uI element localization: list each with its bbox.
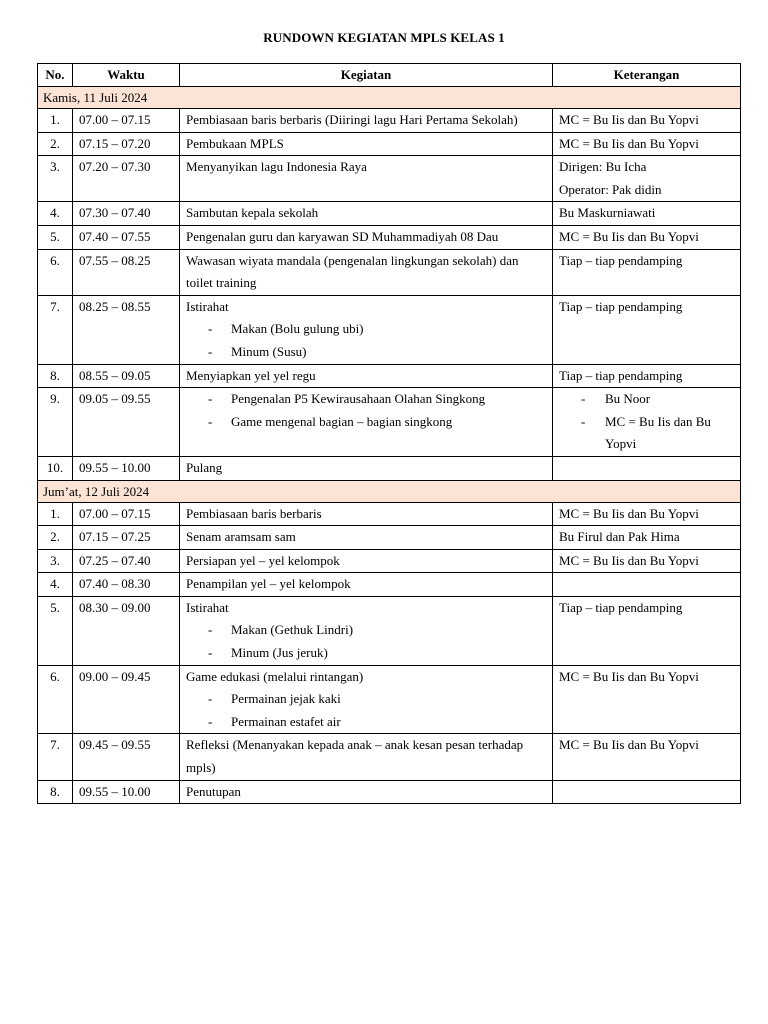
cell-waktu: 08.25 – 08.55 [73, 295, 180, 364]
table-row [38, 573, 741, 597]
table-row [38, 526, 741, 550]
cell-kegiatan [180, 665, 553, 734]
cell-keterangan [553, 596, 741, 665]
list-item [186, 318, 546, 341]
table-header [38, 64, 741, 87]
dash-bullet: - [208, 413, 213, 429]
cell-waktu: 09.05 – 09.55 [73, 388, 180, 457]
cell-waktu: 09.55 – 10.00 [73, 780, 180, 804]
kegiatan-text: Sambutan kepala sekolah [186, 205, 319, 221]
cell-waktu: 09.00 – 09.45 [73, 665, 180, 734]
list-item-text: Minum (Susu) [231, 343, 307, 359]
cell-kegiatan [180, 596, 553, 665]
cell-keterangan [553, 132, 741, 156]
cell-kegiatan [180, 249, 553, 295]
list-item [186, 688, 546, 711]
keterangan-text: Bu Firul dan Pak Hima [559, 529, 680, 545]
list-item [186, 642, 546, 665]
kegiatan-text: Persiapan yel – yel kelompok [186, 552, 340, 568]
table-row [38, 780, 741, 804]
list-item-text: Pengenalan P5 Kewirausahaan Olahan Singkong [231, 391, 486, 407]
cell-no: 10. [38, 456, 73, 480]
cell-kegiatan [180, 156, 553, 202]
keterangan-text: MC = Bu Iis dan Bu Yopvi [559, 552, 699, 568]
table-row [38, 665, 741, 734]
cell-keterangan [553, 549, 741, 573]
cell-no: 3. [38, 549, 73, 573]
cell-keterangan [553, 388, 741, 457]
cell-kegiatan [180, 202, 553, 226]
cell-no: 8. [38, 364, 73, 388]
cell-waktu: 08.30 – 09.00 [73, 596, 180, 665]
table-row [38, 295, 741, 364]
table-row [38, 549, 741, 573]
list-item-text: Game mengenal bagian – bagian singkong [231, 413, 453, 429]
list-item [186, 388, 546, 411]
header-kegiatan: Kegiatan [180, 64, 553, 87]
cell-no: 8. [38, 780, 73, 804]
keterangan-line: Operator: Pak didin [559, 181, 662, 197]
list-item-text: Bu Noor [605, 391, 651, 407]
dash-list [186, 388, 546, 433]
list-item-text: Minum (Jus jeruk) [231, 645, 328, 661]
kegiatan-text: Game edukasi (melalui rintangan) [186, 668, 364, 684]
kegiatan-text: Wawasan wiyata mandala (pengenalan lingkungan sekolah) dan toilet training [186, 252, 519, 291]
cell-waktu: 07.00 – 07.15 [73, 109, 180, 133]
cell-no: 1. [38, 109, 73, 133]
list-item [559, 388, 734, 411]
table-row [38, 156, 741, 202]
dash-bullet: - [208, 321, 213, 337]
cell-keterangan [553, 225, 741, 249]
cell-keterangan [553, 573, 741, 597]
kegiatan-text: Refleksi (Menanyakan kepada anak – anak kesan pesan terhadap mpls) [186, 737, 524, 776]
dash-bullet: - [208, 645, 213, 661]
kegiatan-text: Menyiapkan yel yel regu [186, 367, 316, 383]
cell-no: 6. [38, 665, 73, 734]
keterangan-text: Tiap – tiap pendamping [559, 298, 683, 314]
keterangan-text: Bu Maskurniawati [559, 205, 656, 221]
keterangan-text: MC = Bu Iis dan Bu Yopvi [559, 228, 699, 244]
table-row [38, 502, 741, 526]
list-item-text: Permainan estafet air [231, 713, 341, 729]
cell-keterangan [553, 156, 741, 202]
table-row [38, 225, 741, 249]
cell-no: 4. [38, 573, 73, 597]
cell-kegiatan [180, 364, 553, 388]
cell-no: 6. [38, 249, 73, 295]
cell-no: 7. [38, 295, 73, 364]
dash-list [186, 619, 546, 664]
dash-list [186, 688, 546, 733]
cell-no: 2. [38, 526, 73, 550]
cell-kegiatan [180, 573, 553, 597]
cell-waktu: 07.20 – 07.30 [73, 156, 180, 202]
cell-keterangan [553, 665, 741, 734]
cell-no: 9. [38, 388, 73, 457]
kegiatan-text: Senam aramsam sam [186, 529, 296, 545]
cell-waktu: 07.15 – 07.20 [73, 132, 180, 156]
header-keterangan: Keterangan [553, 64, 741, 87]
cell-no: 3. [38, 156, 73, 202]
cell-waktu: 07.40 – 07.55 [73, 225, 180, 249]
list-item-text: MC = Bu Iis dan Bu Yopvi [605, 413, 711, 452]
cell-waktu: 07.40 – 08.30 [73, 573, 180, 597]
keterangan-text: Tiap – tiap pendamping [559, 367, 683, 383]
cell-keterangan [553, 780, 741, 804]
keterangan-text: MC = Bu Iis dan Bu Yopvi [559, 135, 699, 151]
cell-kegiatan [180, 456, 553, 480]
cell-waktu: 09.45 – 09.55 [73, 734, 180, 780]
table-row [38, 364, 741, 388]
dash-bullet: - [208, 713, 213, 729]
keterangan-text: MC = Bu Iis dan Bu Yopvi [559, 112, 699, 127]
cell-keterangan [553, 249, 741, 295]
table-row [38, 596, 741, 665]
cell-kegiatan [180, 734, 553, 780]
kegiatan-text: Pembukaan MPLS [186, 135, 284, 151]
kegiatan-text: Penutupan [186, 783, 241, 799]
kegiatan-text: Menyanyikan lagu Indonesia Raya [186, 159, 367, 175]
cell-waktu: 07.25 – 07.40 [73, 549, 180, 573]
cell-no: 5. [38, 596, 73, 665]
cell-keterangan [553, 456, 741, 480]
dash-bullet: - [581, 413, 586, 429]
list-item [559, 411, 734, 456]
cell-kegiatan [180, 526, 553, 550]
cell-kegiatan [180, 549, 553, 573]
kegiatan-text: Pengenalan guru dan karyawan SD Muhammadiyah 08 Dau [186, 228, 499, 244]
cell-keterangan [553, 526, 741, 550]
dash-list [186, 318, 546, 363]
list-item-text: Makan (Bolu gulung ubi) [231, 321, 364, 337]
table-row [38, 132, 741, 156]
kegiatan-text: Pembiasaan baris berbaris (Diiringi lagu Hari Pertama Sekolah) [186, 112, 518, 127]
keterangan-line: Dirigen: Bu Icha [559, 159, 647, 175]
table-row [38, 388, 741, 457]
cell-keterangan [553, 109, 741, 133]
keterangan-text: MC = Bu Iis dan Bu Yopvi [559, 737, 699, 753]
table-row [38, 202, 741, 226]
list-item-text: Makan (Gethuk Lindri) [231, 622, 354, 638]
day-row [38, 480, 741, 502]
cell-kegiatan [180, 780, 553, 804]
header-waktu: Waktu [73, 64, 180, 87]
table-row [38, 109, 741, 133]
cell-keterangan [553, 295, 741, 364]
cell-no: 2. [38, 132, 73, 156]
keterangan-text: Tiap – tiap pendamping [559, 252, 683, 268]
dash-list [559, 388, 734, 456]
kegiatan-text: Pembiasaan baris berbaris [186, 505, 322, 521]
keterangan-text: Tiap – tiap pendamping [559, 599, 683, 615]
kegiatan-text: Pulang [186, 459, 223, 475]
cell-kegiatan [180, 502, 553, 526]
keterangan-text: MC = Bu Iis dan Bu Yopvi [559, 505, 699, 521]
dash-bullet: - [208, 391, 213, 407]
dash-bullet: - [208, 691, 213, 707]
dash-bullet: - [208, 622, 213, 638]
list-item [186, 411, 546, 434]
day-label: Kamis, 11 Juli 2024 [38, 87, 741, 109]
day-row [38, 87, 741, 109]
cell-keterangan [553, 502, 741, 526]
table-row [38, 249, 741, 295]
kegiatan-text: Istirahat [186, 599, 229, 615]
cell-no: 7. [38, 734, 73, 780]
cell-waktu: 07.55 – 08.25 [73, 249, 180, 295]
keterangan-text: MC = Bu Iis dan Bu Yopvi [559, 668, 699, 684]
cell-kegiatan [180, 109, 553, 133]
table-row [38, 456, 741, 480]
dash-bullet: - [581, 391, 586, 407]
cell-waktu: 08.55 – 09.05 [73, 364, 180, 388]
rundown-table [37, 63, 741, 804]
table-body [38, 87, 741, 804]
cell-kegiatan [180, 225, 553, 249]
list-item [186, 711, 546, 734]
kegiatan-text: Penampilan yel – yel kelompok [186, 576, 351, 592]
cell-keterangan [553, 202, 741, 226]
cell-no: 1. [38, 502, 73, 526]
header-no: No. [38, 64, 73, 87]
dash-bullet: - [208, 343, 213, 359]
kegiatan-text: Istirahat [186, 298, 229, 314]
cell-no: 5. [38, 225, 73, 249]
cell-keterangan [553, 364, 741, 388]
list-item [186, 619, 546, 642]
list-item-text: Permainan jejak kaki [231, 691, 341, 707]
cell-waktu: 07.15 – 07.25 [73, 526, 180, 550]
cell-kegiatan [180, 132, 553, 156]
cell-no: 4. [38, 202, 73, 226]
cell-waktu: 07.00 – 07.15 [73, 502, 180, 526]
cell-kegiatan [180, 388, 553, 457]
document-title: RUNDOWN KEGIATAN MPLS KELAS 1 [263, 30, 505, 45]
day-label: Jum’at, 12 Juli 2024 [38, 480, 741, 502]
table-row [38, 734, 741, 780]
cell-waktu: 09.55 – 10.00 [73, 456, 180, 480]
cell-waktu: 07.30 – 07.40 [73, 202, 180, 226]
cell-keterangan [553, 734, 741, 780]
list-item [186, 341, 546, 364]
cell-kegiatan [180, 295, 553, 364]
